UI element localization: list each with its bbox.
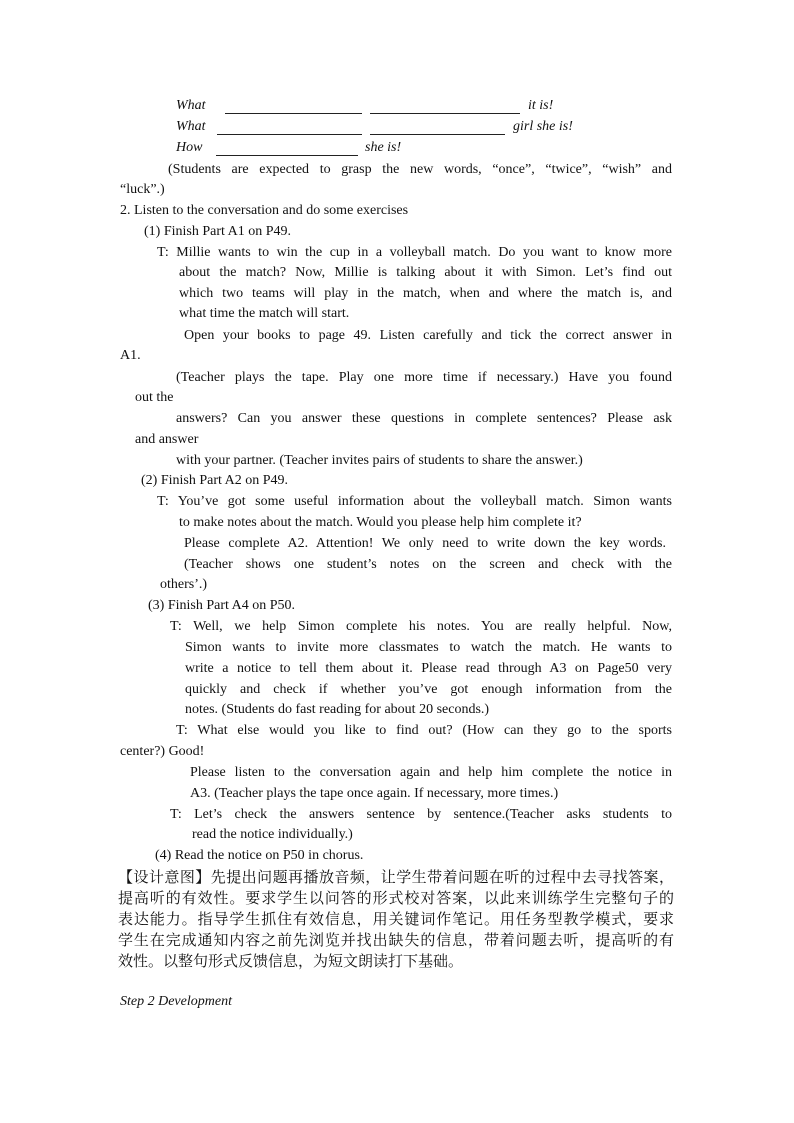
text-line: read the notice individually.) (192, 827, 353, 842)
text-line: T: What else would you like to find out? (How can they go to the sports (176, 723, 672, 738)
text-line: write a notice to tell them about it. Please read through A3 on Page50 very (185, 661, 672, 676)
text-line: Please listen to the conversation again and help him complete the notice in (190, 765, 672, 780)
task-heading: (2) Finish Part A2 on P49. (141, 473, 289, 488)
text-line: center?) Good! (120, 744, 205, 759)
exclamation-lead: What (176, 98, 206, 113)
task-heading: (4) Read the notice on P50 in chorus. (155, 848, 364, 863)
answer-blank (216, 141, 358, 156)
design-intent-line: 【设计意图】先提出问题再播放音频，让学生带着问题在听的过程中去寻找答案， (118, 868, 674, 886)
answer-blank (370, 99, 520, 114)
text-line: A1. (120, 348, 141, 363)
text-line: and answer (135, 432, 199, 447)
text-line: “luck”.) (120, 182, 165, 197)
exclamation-tail: she is! (365, 140, 402, 155)
text-line: which two teams will play in the match, when and where the match is, and (179, 286, 672, 301)
exclamation-tail: girl she is! (513, 119, 573, 134)
text-line: what time the match will start. (179, 306, 350, 321)
text-line: Open your books to page 49. Listen carefully and tick the correct answer in (184, 328, 672, 343)
answer-blank (370, 120, 505, 135)
text-line: answers? Can you answer these questions in complete sentences? Please ask (176, 411, 672, 426)
text-line: about the match? Now, Millie is talking about it with Simon. Let’s find out (179, 265, 672, 280)
step-heading: Step 2 Development (120, 994, 232, 1009)
text-line: others’.) (160, 577, 208, 592)
text-line: quickly and check if whether you’ve got enough information from the (185, 682, 672, 697)
text-line: T: Millie wants to win the cup in a volleyball match. Do you want to know more (157, 245, 672, 260)
text-line: Please complete A2. Attention! We only need to write down the key words. (184, 536, 666, 551)
text-line: (Students are expected to grasp the new words, “once”, “twice”, “wish” and (168, 162, 672, 177)
text-line: T: Well, we help Simon complete his notes. You are really helpful. Now, (170, 619, 672, 634)
exclamation-lead: What (176, 119, 206, 134)
task-heading: (1) Finish Part A1 on P49. (144, 224, 292, 239)
answer-blank (225, 99, 362, 114)
text-line: with your partner. (Teacher invites pairs of students to share the answer.) (176, 453, 583, 468)
design-intent-line: 表达能力。指导学生抓住有效信息，用关键词作笔记。用任务型教学模式，要求 (118, 910, 674, 928)
text-line: T: You’ve got some useful information about the volleyball match. Simon wants (157, 494, 672, 509)
text-line: to make notes about the match. Would you please help him complete it? (179, 515, 582, 530)
text-line: (Teacher shows one student’s notes on the screen and check with the (184, 557, 672, 572)
design-intent-line: 学生在完成通知内容之前先浏览并找出缺失的信息，带着问题去听，提高听的有 (118, 931, 674, 949)
exclamation-lead: How (176, 140, 203, 155)
design-intent-line: 效性。以整句形式反馈信息，为短文朗读打下基础。 (118, 952, 464, 970)
exclamation-tail: it is! (528, 98, 554, 113)
task-heading: (3) Finish Part A4 on P50. (148, 598, 296, 613)
text-line: T: Let’s check the answers sentence by sentence.(Teacher asks students to (170, 807, 672, 822)
design-intent-line: 提高听的有效性。要求学生以问答的形式校对答案，以此来训练学生完整句子的 (118, 889, 674, 907)
text-line: notes. (Students do fast reading for about 20 seconds.) (185, 702, 490, 717)
text-line: Simon wants to invite more classmates to watch the match. He wants to (185, 640, 672, 655)
text-line: out the (135, 390, 174, 405)
text-line: A3. (Teacher plays the tape once again. If necessary, more times.) (190, 786, 559, 801)
answer-blank (217, 120, 362, 135)
section-heading: 2. Listen to the conversation and do some exercises (120, 203, 409, 218)
text-line: (Teacher plays the tape. Play one more time if necessary.) Have you found (176, 370, 672, 385)
